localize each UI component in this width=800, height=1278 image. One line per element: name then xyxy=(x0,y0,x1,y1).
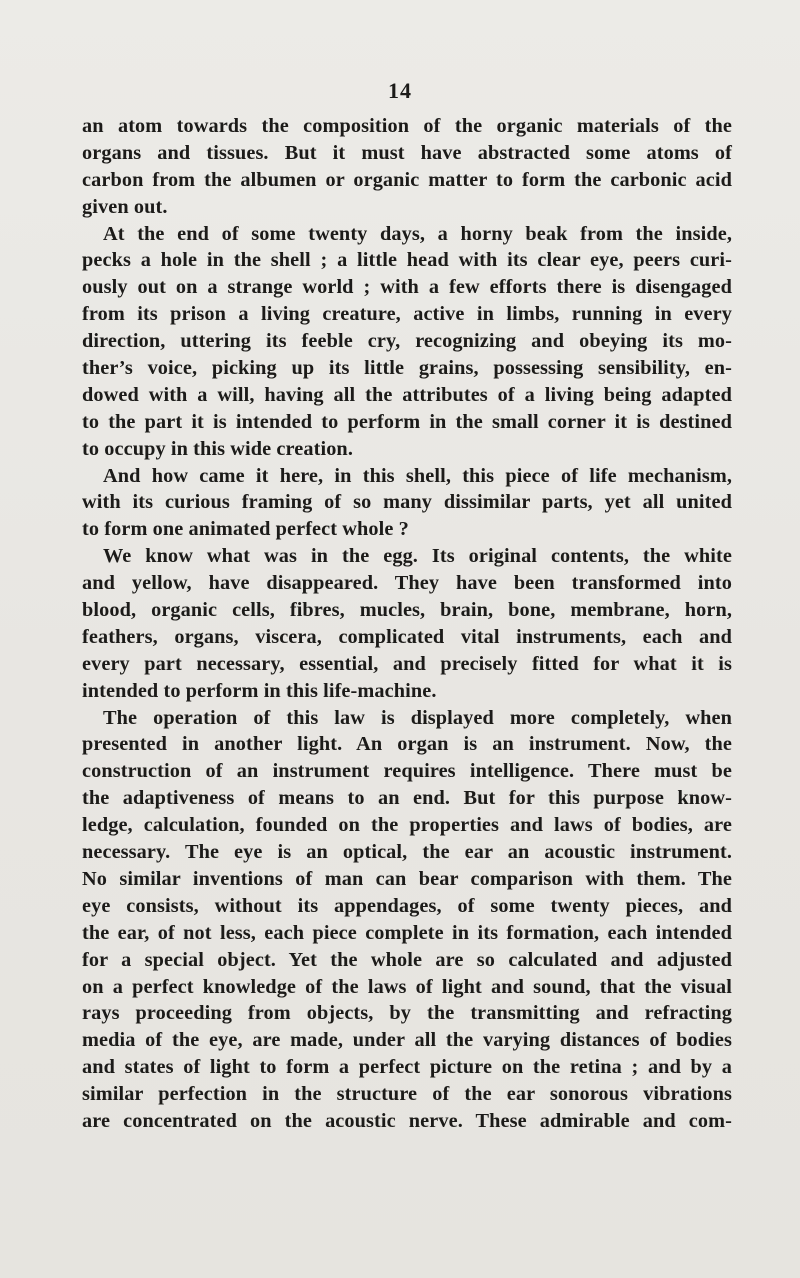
text-line: ledge, calculation, founded on the properties and laws of bodies, are xyxy=(82,814,732,837)
text-line: given out. xyxy=(82,195,168,218)
text-line: to occupy in this wide creation. xyxy=(82,437,353,460)
text-line: to the part it is intended to perform in the small corner it is destined xyxy=(82,410,732,433)
text-line: the adaptiveness of means to an end. But for this purpose know- xyxy=(82,787,732,810)
text-line: ther’s voice, picking up its little grains, possessing sensibility, en- xyxy=(82,357,732,380)
text-line: necessary. The eye is an optical, the ear an acoustic instrument. xyxy=(82,841,732,864)
text-line: presented in another light. An organ is an instrument. Now, the xyxy=(82,733,732,756)
text-line: direction, uttering its feeble cry, recognizing and obeying its mo- xyxy=(82,330,732,353)
text-line: blood, organic cells, fibres, mucles, brain, bone, membrane, horn, xyxy=(82,599,732,622)
text-line: feathers, organs, viscera, complicated vital instruments, each and xyxy=(82,625,732,648)
text-line: No similar inventions of man can bear comparison with them. The xyxy=(82,867,732,890)
text-line: with its curious framing of so many dissimilar parts, yet all united xyxy=(82,491,732,514)
text-line: on a perfect knowledge of the laws of light and sound, that the visual xyxy=(82,975,732,998)
text-line: the ear, of not less, each piece complete in its formation, each intended xyxy=(82,921,732,944)
text-line: ously out on a strange world ; with a few efforts there is disengaged xyxy=(82,276,732,299)
text-line: dowed with a will, having all the attributes of a living being adapted xyxy=(82,383,732,406)
text-line: And how came it here, in this shell, this piece of life mechanism, xyxy=(103,464,732,487)
text-line: from its prison a living creature, active in limbs, running in every xyxy=(82,303,732,326)
text-line: and yellow, have disappeared. They have been transformed into xyxy=(82,572,732,595)
text-line: similar perfection in the structure of the ear sonorous vibrations xyxy=(82,1083,732,1106)
body-text xyxy=(82,113,732,1135)
text-line: are concentrated on the acoustic nerve. These admirable and com- xyxy=(82,1109,732,1132)
text-line: organs and tissues. But it must have abstracted some atoms of xyxy=(82,141,732,164)
text-line: eye consists, without its appendages, of some twenty pieces, and xyxy=(82,894,732,917)
text-line: every part necessary, essential, and precisely fitted for what it is xyxy=(82,652,732,675)
text-line: and states of light to form a perfect picture on the retina ; and by a xyxy=(82,1056,732,1079)
text-line: rays proceeding from objects, by the transmitting and refracting xyxy=(82,1002,732,1025)
text-line: pecks a hole in the shell ; a little head with its clear eye, peers curi- xyxy=(82,249,732,272)
text-line: media of the eye, are made, under all the varying distances of bodies xyxy=(82,1029,732,1052)
text-line: intended to perform in this life-machine. xyxy=(82,679,437,702)
text-line: an atom towards the composition of the organic materials of the xyxy=(82,115,732,137)
text-line: The operation of this law is displayed more completely, when xyxy=(103,706,732,729)
text-line: We know what was in the egg. Its original contents, the white xyxy=(103,545,732,568)
text-line: to form one animated perfect whole ? xyxy=(82,518,409,541)
text-line: for a special object. Yet the whole are so calculated and adjusted xyxy=(82,948,732,971)
text-line: construction of an instrument requires intelligence. There must be xyxy=(82,760,732,783)
page-number: 14 xyxy=(388,78,412,103)
text-line: At the end of some twenty days, a horny beak from the inside, xyxy=(103,222,732,245)
text-line: carbon from the albumen or organic matter to form the carbonic acid xyxy=(82,168,732,191)
